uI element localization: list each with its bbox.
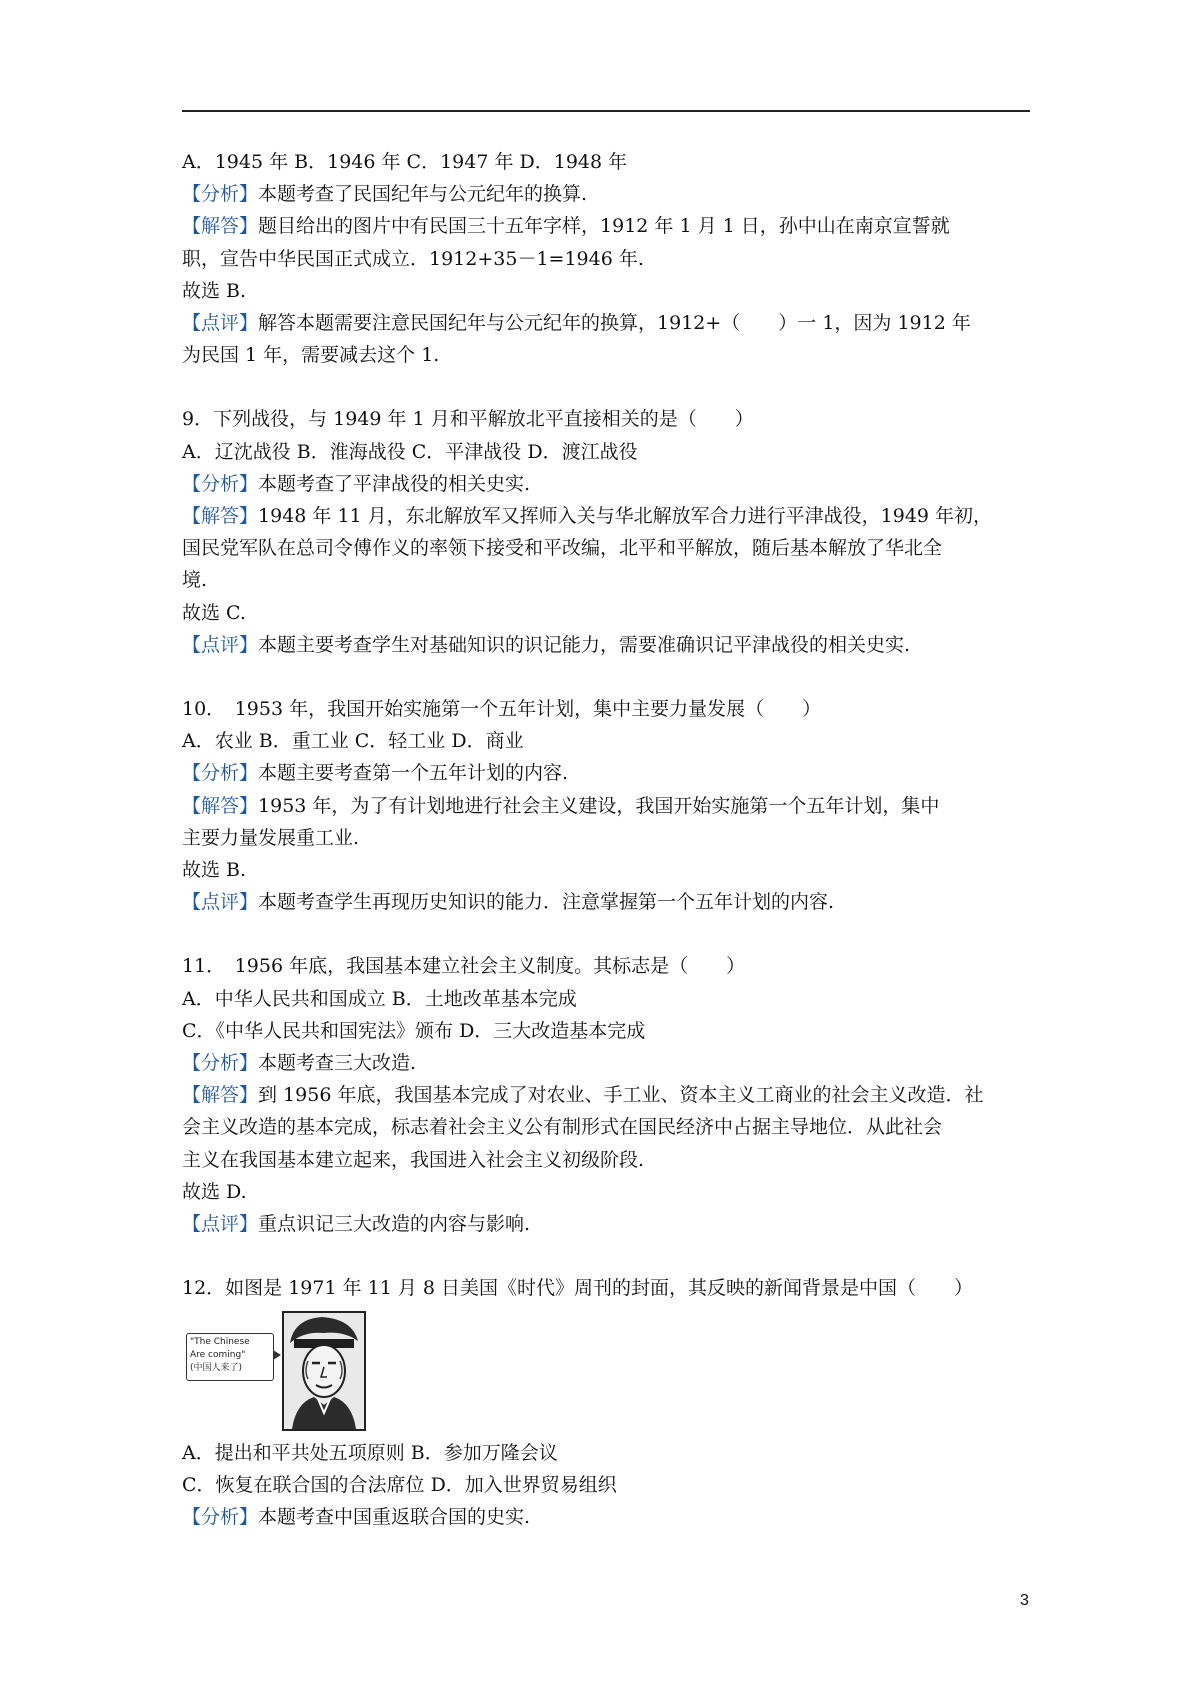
- annotated-line: [182, 629, 1034, 661]
- section-tag: 【分析】: [182, 183, 259, 206]
- annotated-line: [182, 790, 1034, 822]
- section-tag: 【点评】: [182, 633, 259, 656]
- annotated-line: [182, 1047, 1034, 1079]
- annotated-line: [182, 210, 1034, 242]
- annotated-line: [182, 468, 1034, 500]
- text-line: [182, 693, 1034, 725]
- annotated-line: [182, 886, 1034, 918]
- annotated-line: [182, 757, 1034, 789]
- section-tag: 【分析】: [182, 762, 259, 785]
- text-line: [182, 950, 1034, 982]
- line-text: 境.: [182, 569, 208, 592]
- line-text: 题目给出的图片中有民国三十五年字样，1912 年 1 月 1 日，孙中山在南京宣誓就: [258, 215, 950, 238]
- line-text: 9．下列战役，与 1949 年 1 月和平解放北平直接相关的是（ ）: [182, 408, 754, 431]
- section-tag: 【点评】: [182, 891, 259, 914]
- line-text: C．《中华人民共和国宪法》颁布 D．三大改造基本完成: [182, 1019, 646, 1042]
- line-text: 1953 年，为了有计划地进行社会主义建设，我国开始实施第一个五年计划，集中: [258, 794, 940, 817]
- text-line: [182, 1144, 1034, 1176]
- text-line: [182, 1111, 1034, 1143]
- line-text: 重点识记三大改造的内容与影响.: [258, 1213, 531, 1236]
- text-line: [182, 146, 1034, 178]
- line-text: 本题考查了民国纪年与公元纪年的换算.: [258, 183, 588, 206]
- portrait-illustration: [282, 1311, 366, 1431]
- text-line: [182, 1272, 1034, 1304]
- text-line: [182, 597, 1034, 629]
- line-text: A．提出和平共处五项原则 B．参加万隆会议: [182, 1441, 558, 1464]
- section-tag: 【分析】: [182, 472, 259, 495]
- page-number: 3: [1020, 1592, 1029, 1609]
- text-line: [182, 532, 1034, 564]
- speech-bubble-line: Are coming": [190, 1349, 246, 1360]
- text-line: [182, 822, 1034, 854]
- header-rule: [182, 110, 1030, 112]
- annotated-line: [182, 1208, 1034, 1240]
- section-tag: 【点评】: [182, 312, 259, 335]
- text-line: [182, 339, 1034, 371]
- speech-bubble-line: "The Chinese: [190, 1336, 250, 1347]
- line-text: 故选 B.: [182, 859, 247, 882]
- annotated-line: [182, 1079, 1034, 1111]
- line-text: 故选 D.: [182, 1180, 247, 1203]
- section-tag: 【点评】: [182, 1213, 259, 1236]
- text-line: [182, 854, 1034, 886]
- document-body: [182, 146, 1034, 1533]
- line-text: 职，宣告中华民国正式成立．1912+35－1=1946 年.: [182, 247, 644, 270]
- line-text: 为民国 1 年，需要减去这个 1.: [182, 344, 440, 367]
- time-magazine-cover-figure: [184, 1311, 374, 1433]
- line-text: 本题主要考查第一个五年计划的内容.: [258, 762, 569, 785]
- line-text: 故选 C.: [182, 601, 246, 624]
- text-line: [182, 275, 1034, 307]
- line-text: A．1945 年 B．1946 年 C．1947 年 D．1948 年: [182, 151, 628, 173]
- line-text: 故选 B.: [182, 279, 247, 302]
- line-text: 主要力量发展重工业.: [182, 826, 360, 849]
- text-line: [182, 1437, 1034, 1469]
- line-text: 11． 1956 年底，我国基本建立社会主义制度。其标志是（ ）: [182, 955, 746, 978]
- line-text: 12．如图是 1971 年 11 月 8 日美国《时代》周刊的封面，其反映的新闻背景是中国（ ）: [182, 1277, 974, 1300]
- paragraph-gap: [182, 661, 1034, 693]
- speech-bubble: [186, 1333, 274, 1381]
- line-text: 本题考查了平津战役的相关史实.: [258, 472, 531, 495]
- line-text: 本题考查三大改造.: [258, 1052, 417, 1075]
- text-line: [182, 1469, 1034, 1501]
- text-line: [182, 403, 1034, 435]
- line-text: 到 1956 年底，我国基本完成了对农业、手工业、资本主义工商业的社会主义改造．社: [258, 1084, 984, 1107]
- annotated-line: [182, 500, 1034, 532]
- line-text: C．恢复在联合国的合法席位 D．加入世界贸易组织: [182, 1473, 617, 1496]
- line-text: A．农业 B．重工业 C．轻工业 D．商业: [182, 730, 524, 753]
- line-text: 本题考查学生再现历史知识的能力．注意掌握第一个五年计划的内容.: [258, 891, 835, 914]
- section-tag: 【分析】: [182, 1505, 259, 1528]
- text-line: [182, 243, 1034, 275]
- text-line: [182, 1015, 1034, 1047]
- line-text: A．辽沈战役 B．淮海战役 C．平津战役 D．渡江战役: [182, 440, 638, 463]
- line-text: 主义在我国基本建立起来，我国进入社会主义初级阶段.: [182, 1148, 645, 1171]
- line-text: 本题主要考查学生对基础知识的识记能力，需要准确识记平津战役的相关史实.: [258, 633, 911, 656]
- line-text: 国民党军队在总司令傅作义的率领下接受和平改编，北平和平解放，随后基本解放了华北全: [182, 537, 943, 560]
- annotated-line: [182, 178, 1034, 210]
- text-line: [182, 983, 1034, 1015]
- text-line: [182, 1176, 1034, 1208]
- text-line: [182, 436, 1034, 468]
- line-text: A．中华人民共和国成立 B．土地改革基本完成: [182, 987, 577, 1010]
- line-text: 1948 年 11 月，东北解放军又挥师入关与华北解放军合力进行平津战役，1949 年初，: [258, 505, 993, 528]
- section-tag: 【分析】: [182, 1052, 259, 1075]
- paragraph-gap: [182, 918, 1034, 950]
- annotated-line: [182, 307, 1034, 339]
- line-text: 本题考查中国重返联合国的史实.: [258, 1505, 531, 1528]
- text-line: [182, 564, 1034, 596]
- section-tag: 【解答】: [182, 794, 259, 817]
- line-text: 解答本题需要注意民国纪年与公元纪年的换算，1912+（ ）一 1，因为 1912 年: [258, 312, 971, 335]
- paragraph-gap: [182, 1240, 1034, 1272]
- annotated-line: [182, 1501, 1034, 1533]
- paragraph-gap: [182, 371, 1034, 403]
- section-tag: 【解答】: [182, 1084, 259, 1107]
- speech-bubble-line: (中国人来了): [190, 1362, 243, 1373]
- section-tag: 【解答】: [182, 505, 259, 528]
- line-text: 会主义改造的基本完成，标志着社会主义公有制形式在国民经济中占据主导地位．从此社会: [182, 1116, 943, 1139]
- line-text: 10． 1953 年，我国开始实施第一个五年计划，集中主要力量发展（ ）: [182, 698, 822, 721]
- text-line: [182, 725, 1034, 757]
- section-tag: 【解答】: [182, 215, 259, 238]
